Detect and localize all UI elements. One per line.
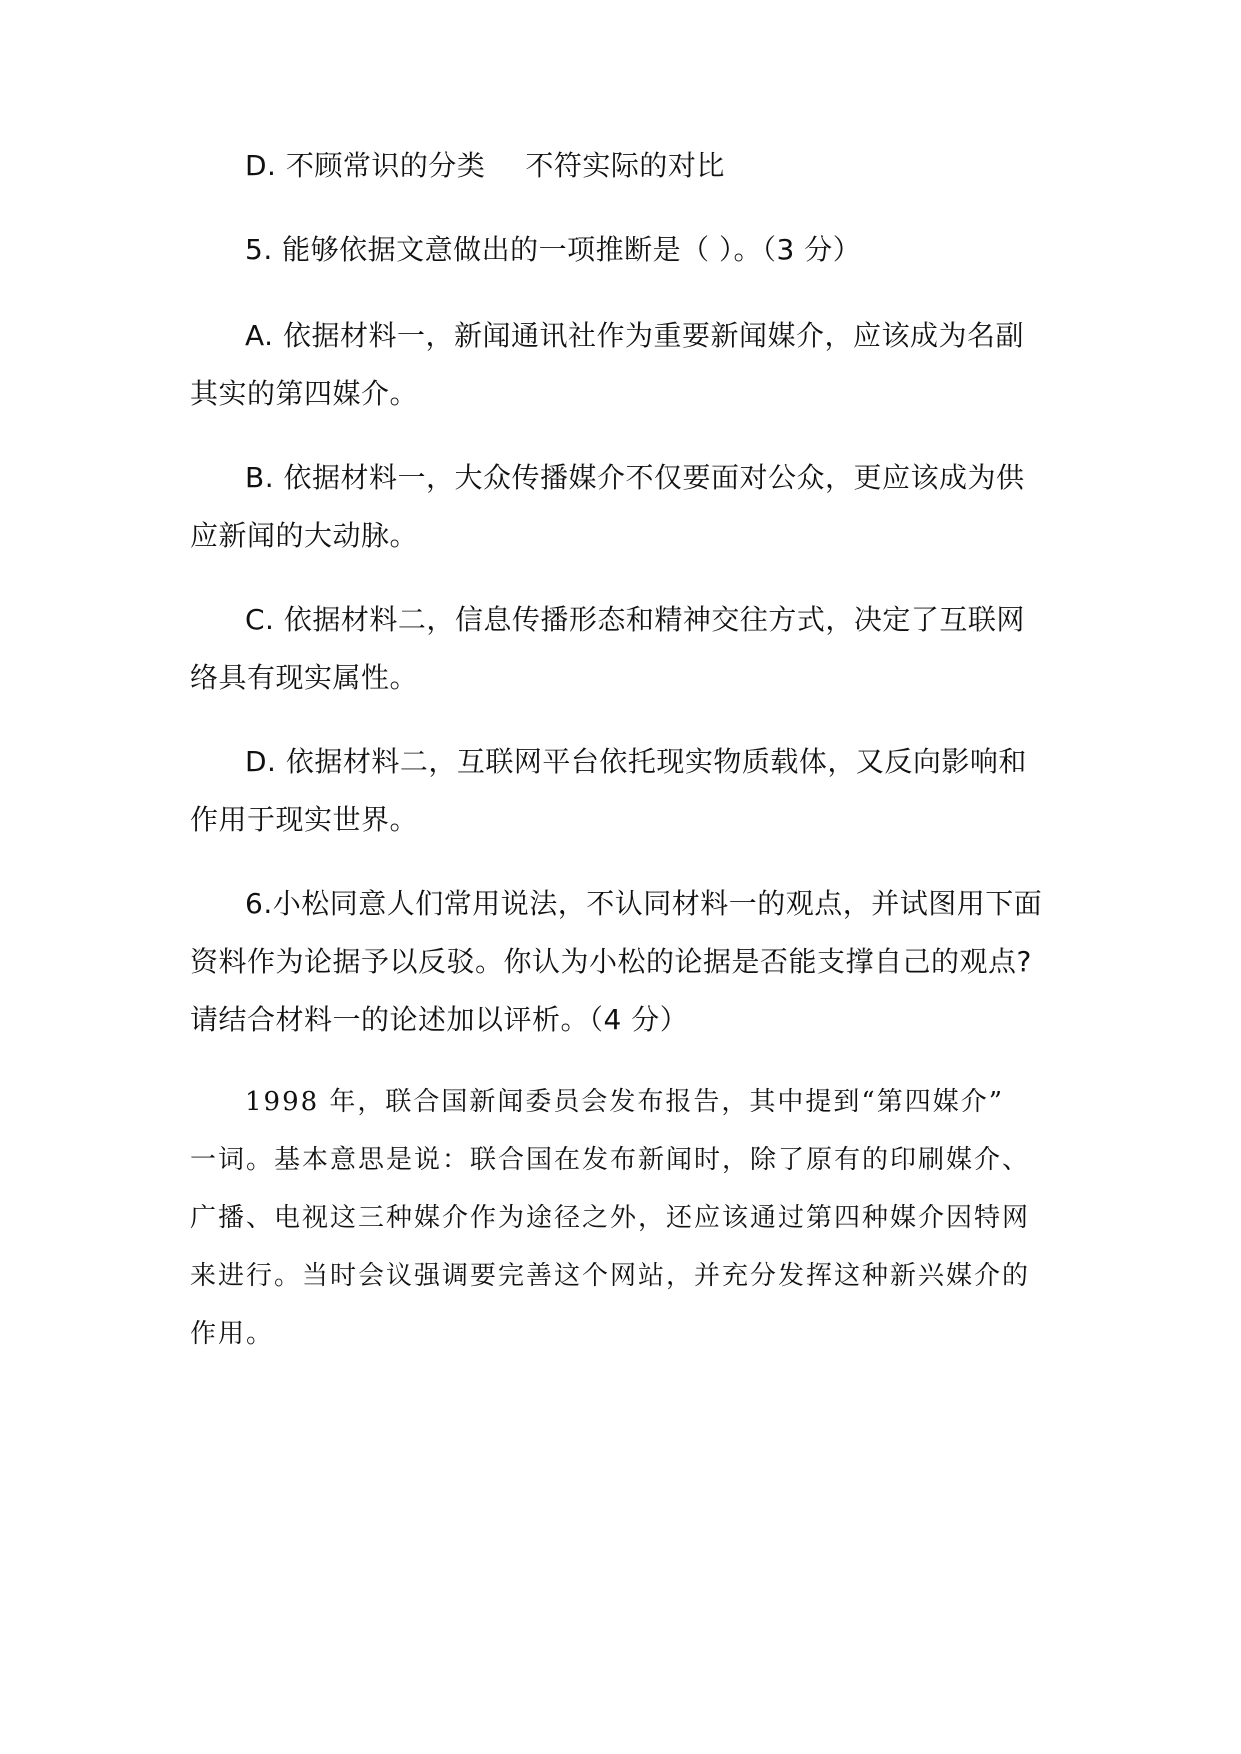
q5-option-d-line2: 作用于现实世界。: [190, 803, 419, 836]
q5-option-c-line2: 络具有现实属性。: [190, 661, 419, 694]
q5-option-d-line1: D. 依据材料二，互联网平台依托现实物质载体，又反向影响和: [245, 745, 1027, 778]
material-line4: 来进行。当时会议强调要完善这个网站，并充分发挥这种新兴媒介的: [190, 1261, 1031, 1291]
q5-option-c-line1: C. 依据材料二，信息传播形态和精神交往方式，决定了互联网: [245, 603, 1025, 636]
material-line3: 广播、电视这三种媒介作为途径之外，还应该通过第四种媒介因特网: [190, 1203, 1031, 1233]
q6-stem-line1: 6.小松同意人们常用说法，不认同材料一的观点，并试图用下面: [245, 887, 1043, 920]
material-line1: 1998 年，联合国新闻委员会发布报告，其中提到“第四媒介”: [245, 1087, 1005, 1117]
material-line5: 作用。: [190, 1319, 275, 1349]
q5-option-a-line2: 其实的第四媒介。: [190, 377, 419, 410]
q4-option-d-part2: 不符实际的对比: [525, 149, 725, 182]
q4-option-d: [245, 146, 725, 186]
q5-option-a-line1: A. 依据材料一，新闻通讯社作为重要新闻媒介，应该成为名副: [245, 319, 1024, 352]
q4-option-d-part1: D. 不顾常识的分类: [245, 149, 486, 182]
q6-stem-line3: 请结合材料一的论述加以评析。（4 分）: [190, 1003, 689, 1036]
q6-stem-line2: 资料作为论据予以反驳。你认为小松的论据是否能支撑自己的观点?: [190, 945, 1032, 978]
q5-stem: 5. 能够依据文意做出的一项推断是（ ）。（3 分）: [245, 233, 862, 266]
material-line2: 一词。基本意思是说：联合国在发布新闻时，除了原有的印刷媒介、: [190, 1145, 1031, 1175]
q5-option-b-line2: 应新闻的大动脉。: [190, 519, 419, 552]
q5-option-b-line1: B. 依据材料一，大众传播媒介不仅要面对公众，更应该成为供: [245, 461, 1025, 494]
